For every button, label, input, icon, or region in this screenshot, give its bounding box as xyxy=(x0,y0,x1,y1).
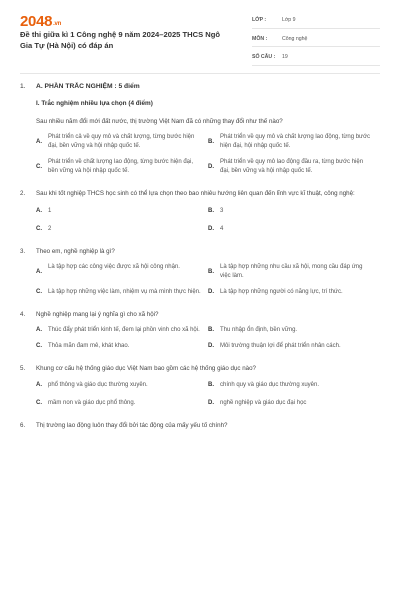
question-number: 3. xyxy=(20,248,26,255)
option-a[interactable]: A. Phát triển cả về quy mô và chất lượng, từng bước hiện đại, bền vững và hội nhập quốc tế. xyxy=(36,134,195,149)
site-logo[interactable]: 2048.vn xyxy=(20,13,61,30)
option-b[interactable]: B. Phát triển về quy mô và chất lượng lao động, từng bước hiện đại, hội nhập quốc tế. xyxy=(208,134,370,149)
option-d[interactable]: D. nghề nghiệp và giáo dục đại học xyxy=(208,400,307,406)
option-b[interactable]: B. chính quy và giáo dục thường xuyên. xyxy=(208,382,320,388)
question-text: Khung cơ cấu hệ thống giáo dục Việt Nam bao gồm các hệ thống giáo dục nào? xyxy=(36,365,256,372)
question-1 xyxy=(36,117,380,126)
option-d[interactable]: D. Môi trường thuận lợi để phát triển nhân cách. xyxy=(208,343,341,349)
question-4-options xyxy=(36,326,380,351)
option-b[interactable]: B. Là tập hợp những nhu cầu xã hội, mong cầu đáp ứng việc làm. xyxy=(208,264,363,279)
option-a[interactable]: A. 1 xyxy=(36,208,52,214)
option-c[interactable]: C. mầm non và giáo dục phổ thông. xyxy=(36,400,136,406)
question-number: 2. xyxy=(20,190,26,197)
option-a[interactable]: A. Thúc đẩy phát triển kinh tế, đem lại phồn vinh cho xã hội. xyxy=(36,327,200,333)
option-b[interactable]: B. 3 xyxy=(208,208,224,214)
question-text: Thị trường lao động luôn thay đổi bởi tác động của mấy yếu tố chính? xyxy=(36,422,228,429)
question-3 xyxy=(20,247,380,256)
question-2 xyxy=(20,189,380,198)
question-text: Nghề nghiệp mang lại ý nghĩa gì cho xã hội? xyxy=(36,311,159,318)
question-2-options xyxy=(36,207,380,234)
question-3-options xyxy=(36,263,380,297)
option-d[interactable]: D. Là tập hợp những người có năng lực, trí thức. xyxy=(208,289,343,295)
option-c[interactable]: C. Thỏa mãn đam mê, khát khao. xyxy=(36,343,130,349)
option-c[interactable]: C. 2 xyxy=(36,226,52,232)
document-title: Đề thi giữa kì 1 Công nghệ 9 năm 2024–2025 THCS Ngô Gia Tự (Hà Nội) có đáp án xyxy=(20,30,221,50)
section-number: 1. xyxy=(20,83,26,90)
option-a[interactable]: A. Là tập hợp các công việc được xã hội công nhận. xyxy=(36,264,180,275)
option-c[interactable]: C. Phát triển về chất lượng lao động, từng bước hiện đại, bền vững và hội nhập quốc tế. xyxy=(36,159,194,174)
question-1-options xyxy=(36,133,380,176)
meta-row-question-count xyxy=(252,50,380,66)
question-4 xyxy=(20,310,380,319)
section-title: A. PHẦN TRẮC NGHIỆM : 5 điểm xyxy=(36,83,140,90)
question-number: 6. xyxy=(20,422,26,429)
question-number: 4. xyxy=(20,311,26,318)
option-c[interactable]: C. Là tập hợp những việc làm, nhiệm vụ mà mình thực hiện. xyxy=(36,289,201,295)
option-d[interactable]: D. Phát triển về quy mô lao động đầu ra, từng bước hiện đại, bền vững và hội nhập quốc tế. xyxy=(208,159,364,174)
question-text: Sau nhiều năm đổi mới đất nước, thị trường Việt Nam đã có những thay đổi như thế nào? xyxy=(36,118,283,125)
meta-key: MÔN : xyxy=(252,35,268,42)
exam-body xyxy=(20,80,380,430)
question-5 xyxy=(20,364,380,373)
meta-value: Lớp 9 xyxy=(282,17,296,24)
exam-meta-panel xyxy=(252,13,380,69)
question-5-options xyxy=(36,381,380,408)
document-header xyxy=(0,0,400,70)
section-heading xyxy=(20,83,380,90)
question-text: Theo em, nghề nghiệp là gì? xyxy=(36,248,115,255)
meta-key: SỐ CÂU : xyxy=(252,54,276,61)
header-divider xyxy=(20,73,380,74)
option-a[interactable]: A. phổ thông và giáo dục thường xuyên. xyxy=(36,382,148,388)
meta-value: Công nghệ xyxy=(282,35,308,42)
option-d[interactable]: D. 4 xyxy=(208,226,224,232)
question-6 xyxy=(20,421,380,430)
option-b[interactable]: B. Thu nhập ổn định, bền vững. xyxy=(208,327,298,333)
question-text: Sau khi tốt nghiệp THCS học sinh có thể lựa chọn theo bao nhiêu hướng liên quan đến lĩnh vực kĩ thuật, công nghệ: xyxy=(36,190,355,197)
meta-key: LỚP : xyxy=(252,17,267,24)
question-number: 5. xyxy=(20,365,26,372)
meta-row-subject xyxy=(252,32,380,48)
meta-value: 19 xyxy=(282,54,288,61)
subsection-heading: I. Trắc nghiệm nhiều lựa chọn (4 điểm) xyxy=(36,100,153,107)
meta-row-class xyxy=(252,13,380,29)
